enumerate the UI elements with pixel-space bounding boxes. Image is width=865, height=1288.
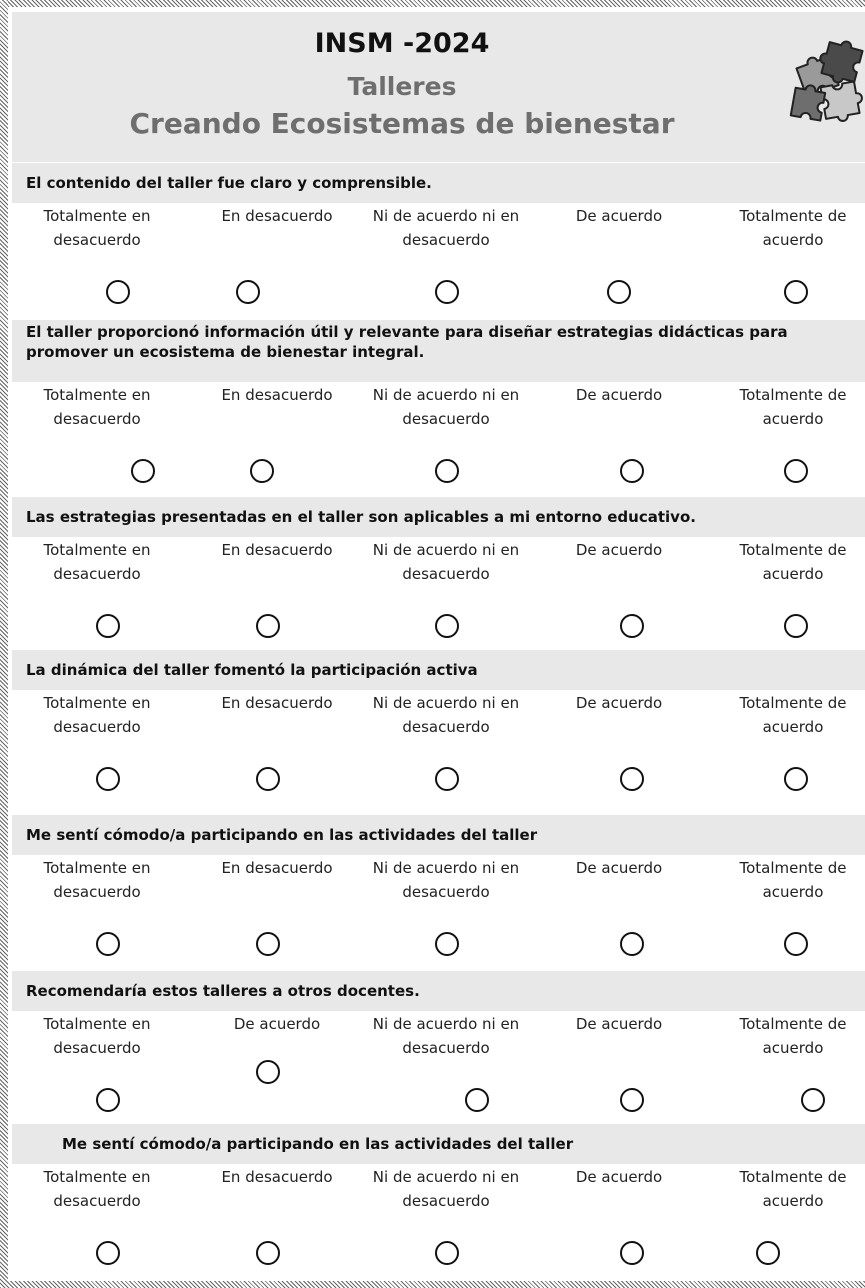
survey-title: Creando Ecosistemas de bienestar	[129, 107, 675, 140]
radio-option[interactable]	[435, 459, 459, 483]
radio-option[interactable]	[96, 1241, 120, 1265]
radio-option[interactable]	[784, 614, 808, 638]
radio-option[interactable]	[435, 280, 459, 304]
option-label: En desacuerdo	[221, 859, 333, 877]
option-label: En desacuerdo	[221, 386, 333, 404]
option-label: Ni de acuerdo ni en desacuerdo	[372, 694, 520, 736]
option-label: De acuerdo	[575, 541, 663, 559]
option-label: Totalmente de acuerdo	[739, 1015, 847, 1057]
option-label: Totalmente de acuerdo	[739, 859, 847, 901]
option-label: Ni de acuerdo ni en desacuerdo	[372, 1168, 520, 1210]
radio-option[interactable]	[96, 614, 120, 638]
survey-subtitle: Talleres	[347, 72, 457, 101]
radio-option[interactable]	[96, 767, 120, 791]
radio-option[interactable]	[250, 459, 274, 483]
radio-option[interactable]	[435, 614, 459, 638]
option-label: Ni de acuerdo ni en desacuerdo	[372, 1015, 520, 1057]
radio-option[interactable]	[620, 459, 644, 483]
radio-option[interactable]	[236, 280, 260, 304]
radio-option[interactable]	[96, 1088, 120, 1112]
radio-option[interactable]	[435, 1241, 459, 1265]
radio-option[interactable]	[784, 767, 808, 791]
option-label: En desacuerdo	[221, 207, 333, 225]
option-label: Ni de acuerdo ni en desacuerdo	[372, 859, 520, 901]
option-label: De acuerdo	[575, 207, 663, 225]
option-label: Totalmente en desacuerdo	[43, 694, 151, 736]
survey-code: INSM -2024	[314, 28, 490, 59]
question-text: Me sentí cómodo/a participando en las actividades del taller	[12, 815, 865, 855]
option-label: De acuerdo	[575, 1015, 663, 1033]
radio-option[interactable]	[784, 459, 808, 483]
question-text: Las estrategias presentadas en el taller son aplicables a mi entorno educativo.	[12, 497, 865, 537]
option-label: Totalmente en desacuerdo	[43, 386, 151, 428]
radio-option[interactable]	[607, 280, 631, 304]
radio-option[interactable]	[620, 932, 644, 956]
radio-option[interactable]	[256, 1241, 280, 1265]
radio-option[interactable]	[620, 767, 644, 791]
option-label: De acuerdo	[575, 386, 663, 404]
option-label: Totalmente en desacuerdo	[43, 1015, 151, 1057]
radio-option[interactable]	[256, 614, 280, 638]
radio-option[interactable]	[620, 1088, 644, 1112]
question-text: El taller proporcionó información útil y relevante para diseñar estrategias didácticas para promover un ecosistema de bienestar integral.	[12, 320, 865, 382]
option-label: Totalmente de acuerdo	[739, 207, 847, 249]
page-border-bottom	[0, 1281, 865, 1288]
radio-option[interactable]	[801, 1088, 825, 1112]
radio-option[interactable]	[465, 1088, 489, 1112]
option-label: Totalmente de acuerdo	[739, 541, 847, 583]
radio-option[interactable]	[620, 1241, 644, 1265]
option-label: Totalmente de acuerdo	[739, 386, 847, 428]
option-label: Totalmente de acuerdo	[739, 694, 847, 736]
option-label: De acuerdo	[575, 694, 663, 712]
radio-option[interactable]	[620, 614, 644, 638]
radio-option[interactable]	[784, 280, 808, 304]
puzzle-icon	[787, 40, 865, 122]
option-label: Totalmente en desacuerdo	[43, 541, 151, 583]
survey-header	[12, 12, 865, 162]
option-label: Ni de acuerdo ni en desacuerdo	[372, 207, 520, 249]
radio-option[interactable]	[784, 932, 808, 956]
option-label: Ni de acuerdo ni en desacuerdo	[372, 541, 520, 583]
option-label: Totalmente en desacuerdo	[43, 1168, 151, 1210]
radio-option[interactable]	[435, 767, 459, 791]
option-label: De acuerdo	[575, 1168, 663, 1186]
radio-option[interactable]	[256, 932, 280, 956]
question-text: Me sentí cómodo/a participando en las actividades del taller	[12, 1124, 865, 1164]
radio-option[interactable]	[256, 1060, 280, 1084]
page-border-top	[0, 0, 865, 7]
option-label: Totalmente en desacuerdo	[43, 207, 151, 249]
option-label: En desacuerdo	[221, 541, 333, 559]
option-label: Totalmente en desacuerdo	[43, 859, 151, 901]
option-label: En desacuerdo	[221, 1168, 333, 1186]
radio-option[interactable]	[256, 767, 280, 791]
question-text: El contenido del taller fue claro y comprensible.	[12, 163, 865, 203]
question-text: La dinámica del taller fomentó la participación activa	[12, 650, 865, 690]
page-border-left	[0, 0, 8, 1288]
option-label: Totalmente de acuerdo	[739, 1168, 847, 1210]
radio-option[interactable]	[106, 280, 130, 304]
radio-option[interactable]	[435, 932, 459, 956]
radio-option[interactable]	[96, 932, 120, 956]
option-label: De acuerdo	[233, 1015, 321, 1033]
option-label: Ni de acuerdo ni en desacuerdo	[372, 386, 520, 428]
radio-option[interactable]	[756, 1241, 780, 1265]
option-label: En desacuerdo	[221, 694, 333, 712]
question-text: Recomendaría estos talleres a otros docentes.	[12, 971, 865, 1011]
option-label: De acuerdo	[575, 859, 663, 877]
radio-option[interactable]	[131, 459, 155, 483]
